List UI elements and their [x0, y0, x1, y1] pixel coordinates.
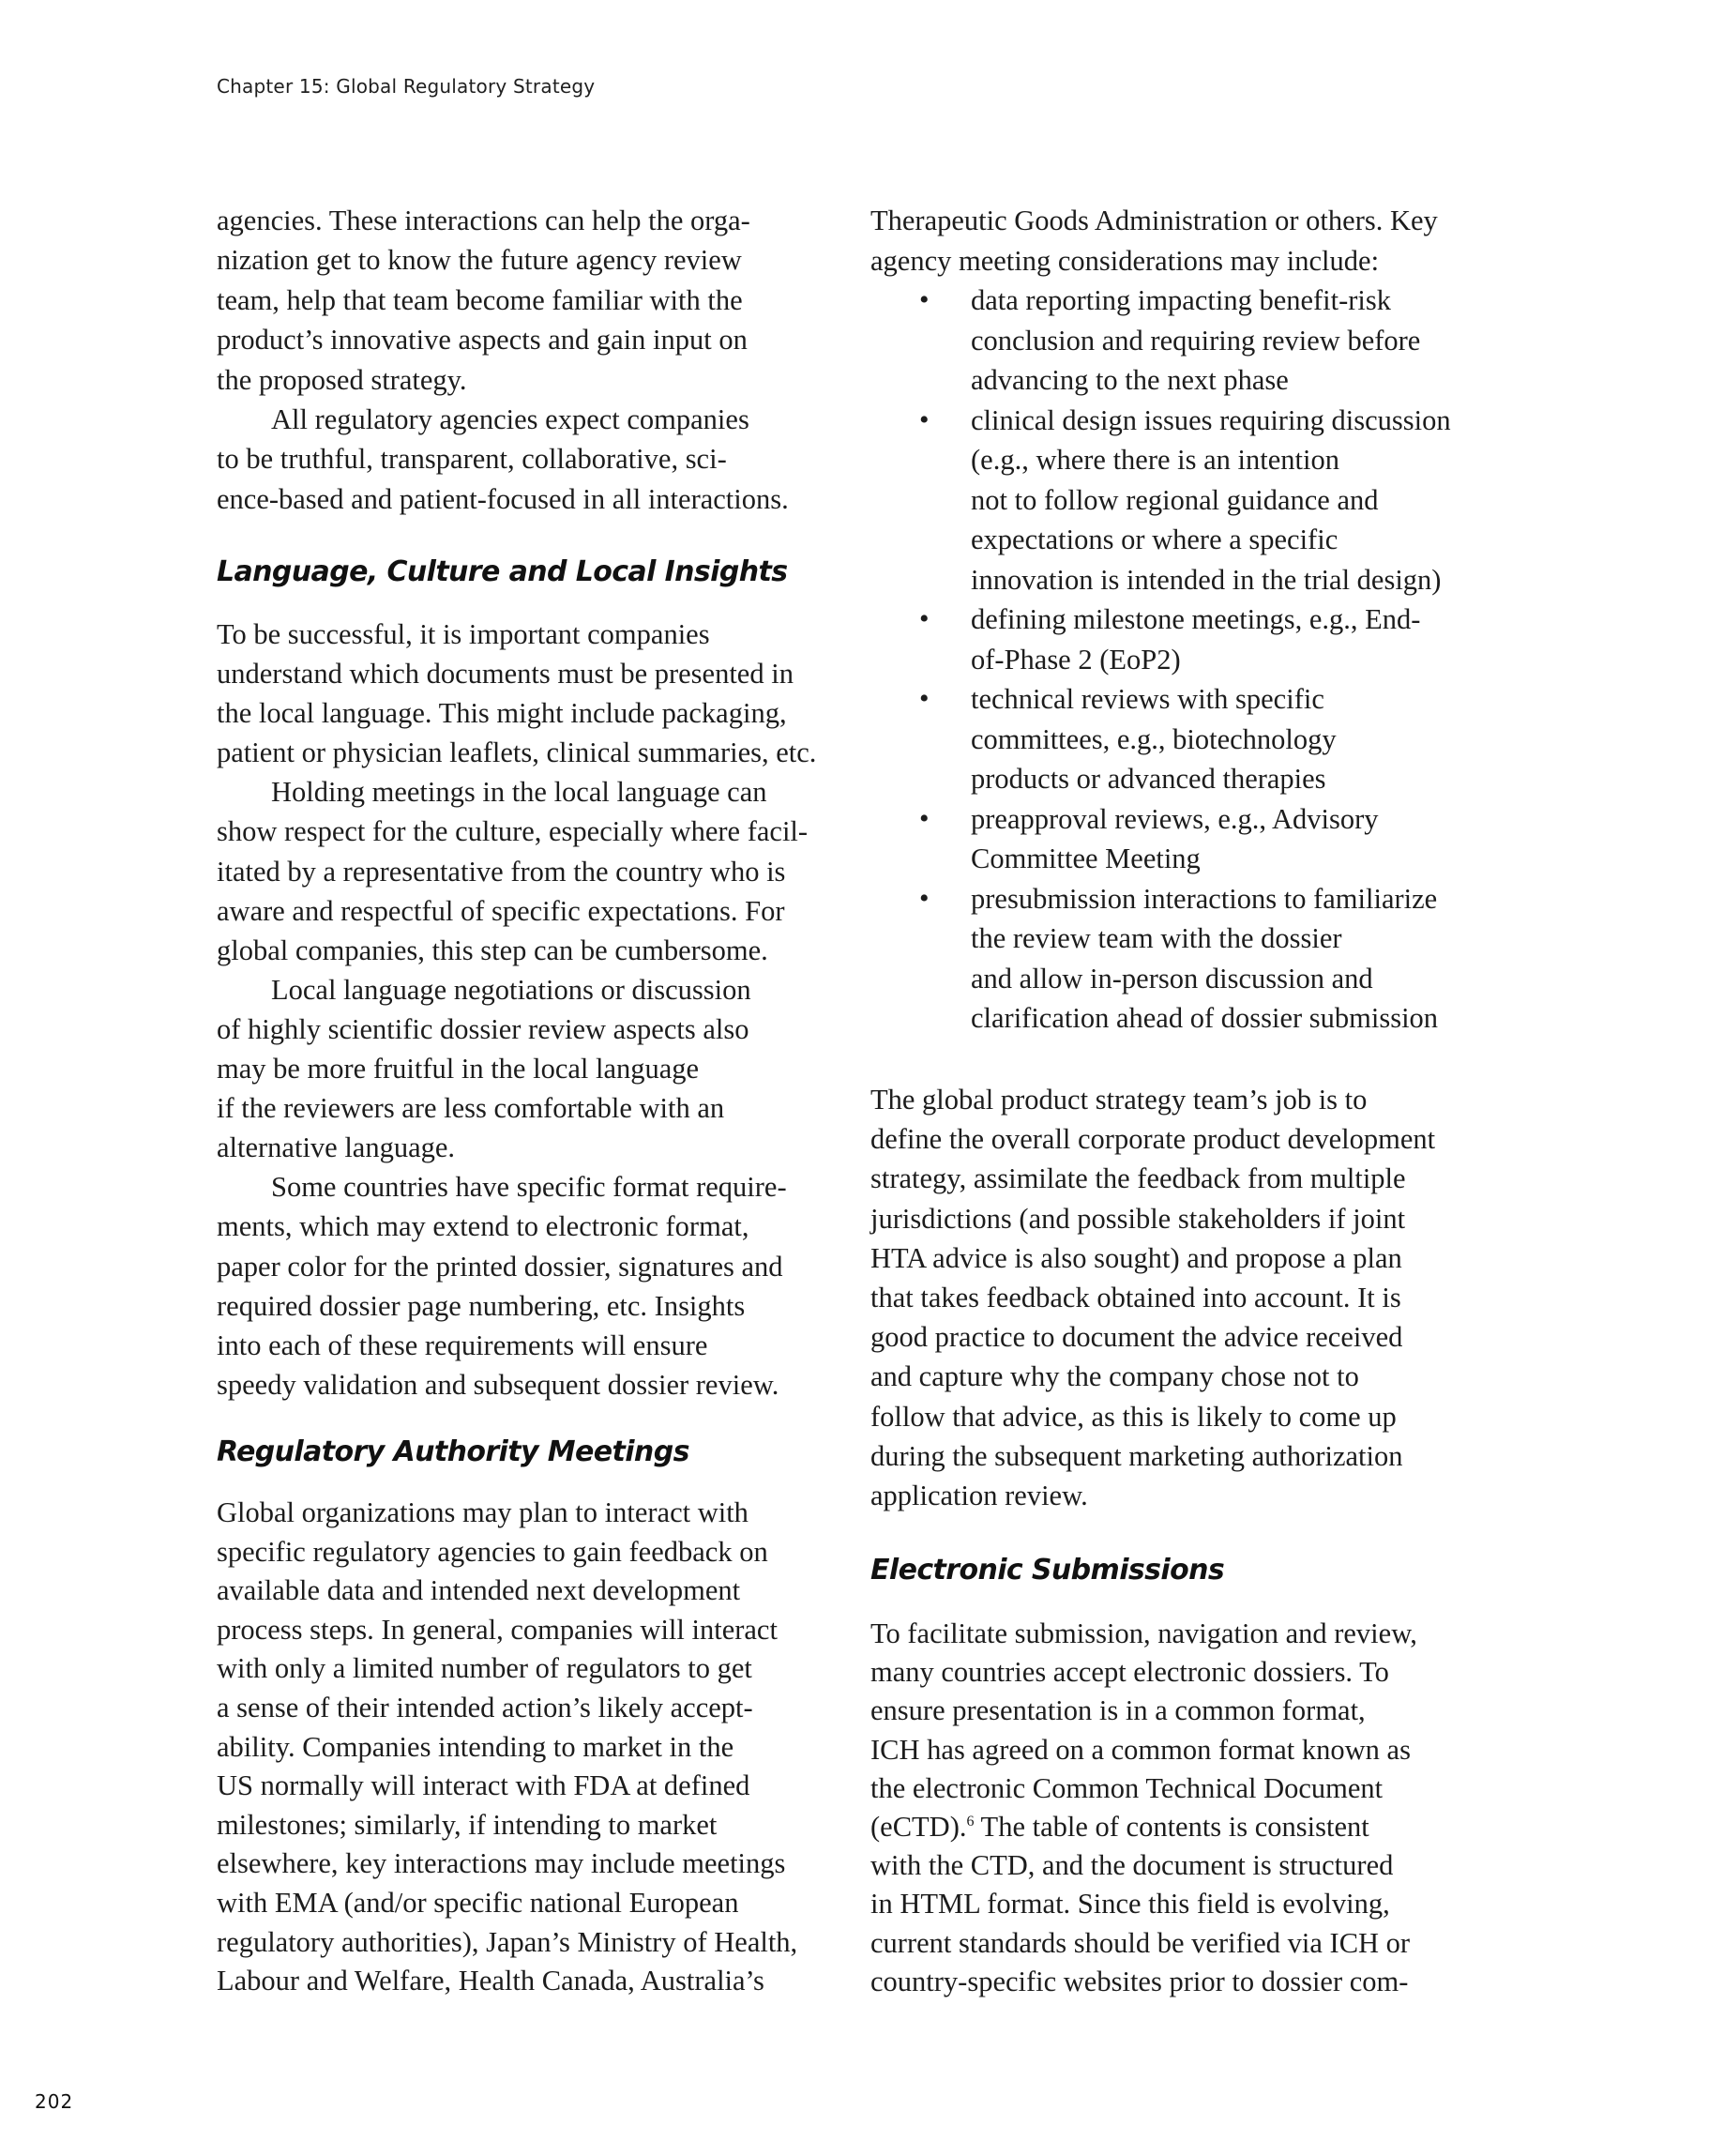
text-line: Global organizations may plan to interact with: [217, 1496, 749, 1528]
list-item-line: [870, 640, 1508, 680]
bullet-icon: •: [919, 284, 930, 315]
text-line: good practice to document the advice received: [870, 1321, 1403, 1354]
list-item-line: [870, 679, 1508, 720]
text-line: All regulatory agencies expect companies: [271, 402, 749, 435]
list-item-line: [870, 281, 1508, 321]
list-item-text: data reporting impacting benefit-risk: [971, 284, 1392, 316]
paragraph-language-culture: [217, 615, 836, 1404]
bullet-icon: •: [919, 683, 930, 714]
text-line: global companies, this step can be cumbersome.: [217, 934, 768, 966]
text-line: specific regulatory agencies to gain feedback on: [217, 1535, 768, 1568]
text-line: of highly scientific dossier review aspects also: [217, 1012, 749, 1045]
text-line: ICH has agreed on a common format known as: [870, 1733, 1411, 1766]
list-item-line: [870, 720, 1508, 760]
list-item-line: [870, 560, 1508, 600]
text-line: Some countries have specific format require-: [271, 1171, 787, 1204]
list-item-text: advancing to the next phase: [971, 364, 1289, 396]
list-item-text: conclusion and requiring review before: [971, 324, 1421, 357]
text-line: the proposed strategy.: [217, 363, 467, 396]
text-line: strategy, assimilate the feedback from multiple: [870, 1162, 1406, 1195]
text-line: nization get to know the future agency review: [217, 244, 742, 277]
list-item: [870, 679, 1508, 799]
text-line: ability. Companies intending to market in the: [217, 1730, 734, 1763]
list-item: [870, 879, 1508, 1039]
heading-regulatory-meetings: Regulatory Authority Meetings: [217, 1435, 689, 1468]
text-line: current standards should be verified via ICH or: [870, 1926, 1411, 1959]
text-line: and capture why the company chose not to: [870, 1360, 1359, 1393]
list-item-text: Committee Meeting: [971, 843, 1201, 874]
text-line: Holding meetings in the local language can: [271, 776, 767, 809]
text-line: [870, 1808, 1508, 1846]
text-line: agencies. These interactions can help the orga-: [217, 205, 750, 236]
list-item-text: presubmission interactions to familiarize: [971, 882, 1438, 915]
text-line: speedy validation and subsequent dossier review.: [217, 1368, 779, 1401]
paragraph-tga-intro: [870, 201, 1508, 281]
text-line: paper color for the printed dossier, signatures and: [217, 1250, 783, 1283]
text-line: patient or physician leaflets, clinical summaries, etc.: [217, 736, 817, 769]
text-span: (eCTD).: [870, 1810, 967, 1843]
text-line: Therapeutic Goods Administration or others. Key: [870, 205, 1438, 236]
list-item-text: clinical design issues requiring discussion: [971, 403, 1451, 436]
list-item-line: [870, 759, 1508, 799]
list-item: [870, 600, 1508, 679]
footnote-marker[interactable]: 6: [966, 1813, 975, 1830]
bullet-icon: •: [919, 603, 930, 634]
running-head: Chapter 15: Global Regulatory Strategy: [217, 75, 596, 98]
list-item-line: [870, 600, 1508, 640]
list-item: [870, 401, 1508, 600]
text-line: agency meeting considerations may include:: [870, 244, 1380, 277]
list-item-line: [870, 839, 1508, 879]
list-item-text: defining milestone meetings, e.g., End-: [971, 603, 1421, 635]
text-line: many countries accept electronic dossiers. To: [870, 1656, 1389, 1689]
list-item-text: technical reviews with specific: [971, 683, 1324, 715]
list-item-line: [870, 959, 1508, 999]
text-line: The global product strategy team’s job is to: [870, 1084, 1368, 1116]
text-line: to be truthful, transparent, collaborative, sci-: [217, 443, 727, 476]
text-line: show respect for the culture, especially where facil-: [217, 815, 809, 848]
text-line: application review.: [870, 1479, 1088, 1511]
text-line: if the reviewers are less comfortable with an: [217, 1092, 725, 1125]
text-line: milestones; similarly, if intending to market: [217, 1808, 718, 1841]
bullet-icon: •: [919, 802, 930, 834]
text-line: Labour and Welfare, Health Canada, Australia’s: [217, 1965, 764, 1997]
text-line: product’s innovative aspects and gain input on: [217, 324, 748, 357]
list-item-line: [870, 998, 1508, 1039]
list-item-line: [870, 480, 1508, 521]
list-item-line: [870, 879, 1508, 919]
text-line: elsewhere, key interactions may include meetings: [217, 1847, 786, 1880]
text-line: jurisdictions (and possible stakeholders if joint: [870, 1202, 1406, 1235]
paragraph-product-strategy: [870, 1080, 1508, 1515]
text-line: ensure presentation is in a common format,: [870, 1694, 1366, 1727]
text-line: required dossier page numbering, etc. Insights: [217, 1289, 746, 1322]
list-item-text: committees, e.g., biotechnology: [971, 722, 1337, 755]
list-item-line: [870, 799, 1508, 840]
text-line: the electronic Common Technical Document: [870, 1771, 1384, 1804]
text-line: a sense of their intended action’s likely accept-: [217, 1691, 753, 1723]
list-item-text: preapproval reviews, e.g., Advisory: [971, 802, 1379, 835]
text-line: with EMA (and/or specific national European: [217, 1886, 739, 1919]
text-line: HTA advice is also sought) and propose a plan: [870, 1241, 1402, 1274]
text-line: that takes feedback obtained into account. It is: [870, 1281, 1401, 1313]
text-line: define the overall corporate product development: [870, 1123, 1436, 1156]
list-item-line: [870, 440, 1508, 480]
text-line: understand which documents must be presented in: [217, 658, 794, 691]
bullet-icon: •: [919, 403, 930, 435]
text-line: follow that advice, as this is likely to come up: [870, 1400, 1397, 1433]
meeting-considerations-list: [870, 281, 1508, 1039]
text-line: into each of these requirements will ensure: [217, 1329, 708, 1361]
text-line: US normally will interact with FDA at defined: [217, 1769, 750, 1802]
list-item-text: products or advanced therapies: [971, 763, 1326, 795]
list-item-text: (e.g., where there is an intention: [971, 444, 1339, 476]
text-line: alternative language.: [217, 1131, 456, 1164]
paragraph-agencies-interactions: [217, 201, 836, 519]
list-item-text: not to follow regional guidance and: [971, 483, 1379, 516]
text-line: process steps. In general, companies will interact: [217, 1613, 778, 1646]
list-item-line: [870, 401, 1508, 441]
list-item-text: and allow in-person discussion and: [971, 962, 1373, 994]
paragraph-regulatory-meetings: [217, 1494, 836, 2001]
heading-electronic-submissions: Electronic Submissions: [870, 1554, 1225, 1587]
list-item-text: innovation is intended in the trial design): [971, 563, 1442, 596]
text-line: the local language. This might include packaging,: [217, 697, 787, 730]
text-line: aware and respectful of specific expectations. For: [217, 894, 785, 927]
list-item-text: of-Phase 2 (EoP2): [971, 643, 1181, 676]
text-line: country-specific websites prior to dossier com-: [870, 1965, 1409, 1997]
list-item-text: clarification ahead of dossier submission: [971, 1002, 1439, 1034]
text-line: ments, which may extend to electronic format,: [217, 1210, 749, 1243]
text-line: ence-based and patient-focused in all interactions.: [217, 482, 789, 515]
text-line: To be successful, it is important companies: [217, 618, 710, 650]
list-item-line: [870, 321, 1508, 361]
text-line: Local language negotiations or discussion: [271, 973, 751, 1006]
list-item: [870, 281, 1508, 401]
list-item-line: [870, 919, 1508, 959]
text-line: during the subsequent marketing authorization: [870, 1439, 1403, 1472]
text-span: The table of contents is consistent: [974, 1810, 1369, 1843]
text-line: team, help that team become familiar with the: [217, 283, 743, 316]
bullet-icon: •: [919, 882, 930, 914]
text-line: in HTML format. Since this field is evolving,: [870, 1888, 1390, 1921]
text-line: may be more fruitful in the local language: [217, 1053, 700, 1086]
list-item-line: [870, 360, 1508, 401]
paragraph-electronic-submissions: [870, 1615, 1508, 2001]
list-item-line: [870, 520, 1508, 560]
page-number: 202: [35, 2090, 74, 2113]
list-item-text: the review team with the dossier: [971, 922, 1342, 954]
list-item-text: expectations or where a specific: [971, 524, 1338, 555]
text-line: with the CTD, and the document is structured: [870, 1849, 1394, 1882]
text-line: itated by a representative from the country who is: [217, 855, 786, 888]
text-line: with only a limited number of regulators to get: [217, 1652, 752, 1685]
text-line: available data and intended next development: [217, 1574, 741, 1607]
heading-language-culture: Language, Culture and Local Insights: [217, 555, 788, 588]
text-line: To facilitate submission, navigation and review,: [870, 1617, 1417, 1649]
list-item: [870, 799, 1508, 879]
text-line: regulatory authorities), Japan’s Ministry of Health,: [217, 1925, 798, 1958]
